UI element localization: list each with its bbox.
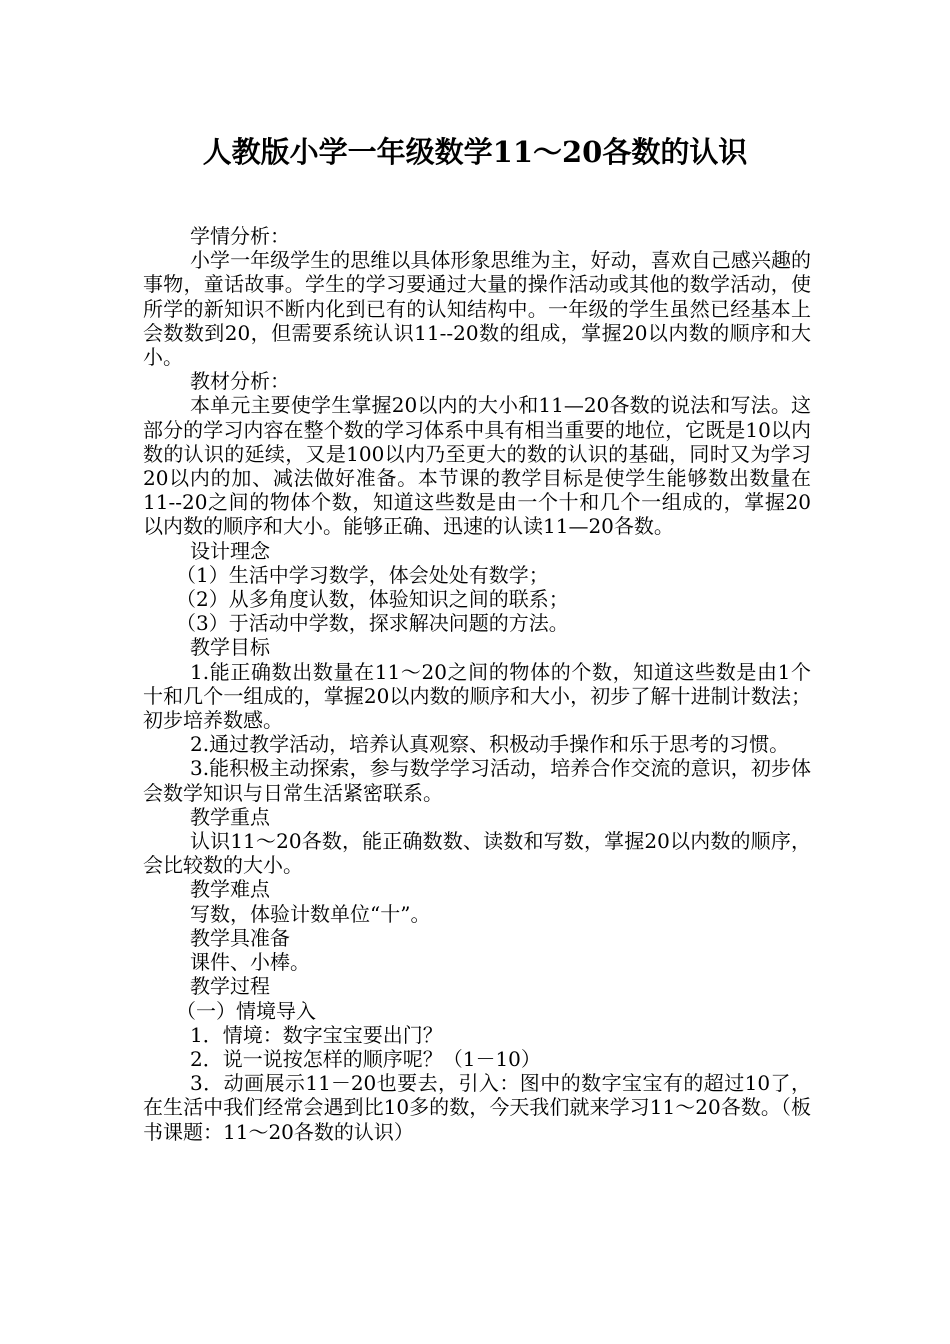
paragraph-materials: 课件、小棒。 <box>190 950 310 975</box>
paragraph-step-2: 2．说一说按怎样的顺序呢？（1－10） <box>190 1046 541 1071</box>
paragraph-difficulties: 写数，体验计数单位“十”。 <box>190 901 431 926</box>
section-heading-process: 教学过程 <box>190 974 270 999</box>
paragraph-learning-analysis: 小学一年级学生的思维以具体形象思维为主，好动，喜欢自己感兴趣的事物，童话故事。学生的学习要通过大量的操作活动或其他的数学活动，使所学的新知识不断内化到已有的认知结构中。一年级的学生虽然已经基本上会数数到20，但需要系统认识11--20数的组成，掌握20以内数的顺序和大小。 <box>143 248 811 370</box>
paragraph-step-1: 1．情境：数字宝宝要出门？ <box>190 1022 443 1047</box>
section-heading-design-concept: 设计理念 <box>190 538 270 563</box>
section-heading-difficulties: 教学难点 <box>190 877 270 902</box>
paragraph-goal-2: 2.通过教学活动，培养认真观察、积极动手操作和乐于思考的习惯。 <box>190 732 790 757</box>
section-heading-teaching-goals: 教学目标 <box>190 635 270 660</box>
section-heading-key-points: 教学重点 <box>190 804 270 829</box>
document-body <box>143 224 811 1144</box>
paragraph-goal-1: 1.能正确数出数量在11～20之间的物体的个数，知道这些数是由1个十和几个一组成的，掌握20以内数的顺序和大小，初步了解十进制计数法；初步培养数感。 <box>143 659 811 733</box>
list-item: （1）生活中学习数学，体会处处有数学； <box>176 562 549 587</box>
paragraph-material-analysis: 本单元主要使学生掌握20以内的大小和11—20各数的说法和写法。这部分的学习内容在整个数的学习体系中具有相当重要的地位，它既是10以内数的认识的延续，又是100以内乃至更大的数的认识的基础，同时又为学习20以内的加、减法做好准备。本节课的教学目标是使学生能够数出数量在11--20之间的物体个数，知道这些数是由一个十和几个一组成的，掌握20以内数的顺序和大小。能够正确、迅速的认读11—20各数。 <box>143 393 811 539</box>
paragraph-key-points: 认识11～20各数，能正确数数、读数和写数，掌握20以内数的顺序，会比较数的大小。 <box>143 829 811 878</box>
section-heading-learning-analysis: 学情分析： <box>190 224 290 248</box>
section-heading-materials: 教学具准备 <box>190 925 290 950</box>
list-item: （3）于活动中学数，探求解决问题的方法。 <box>176 611 569 636</box>
paragraph-step-3: 3．动画展示11－20也要去，引入：图中的数字宝宝有的超过10了，在生活中我们经常会遇到比10多的数，今天我们就来学习11～20各数。（板书课题：11～20各数的认识） <box>143 1071 811 1144</box>
list-item: （2）从多角度认数，体验知识之间的联系； <box>176 587 569 612</box>
subsection-heading-intro: （一）情境导入 <box>176 998 316 1023</box>
section-heading-material-analysis: 教材分析： <box>190 369 290 394</box>
document-title: 人教版小学一年级数学11～20各数的认识 <box>202 135 748 169</box>
paragraph-goal-3: 3.能积极主动探索，参与数学学习活动，培养合作交流的意识，初步体会数学知识与日常生活紧密联系。 <box>143 756 811 805</box>
